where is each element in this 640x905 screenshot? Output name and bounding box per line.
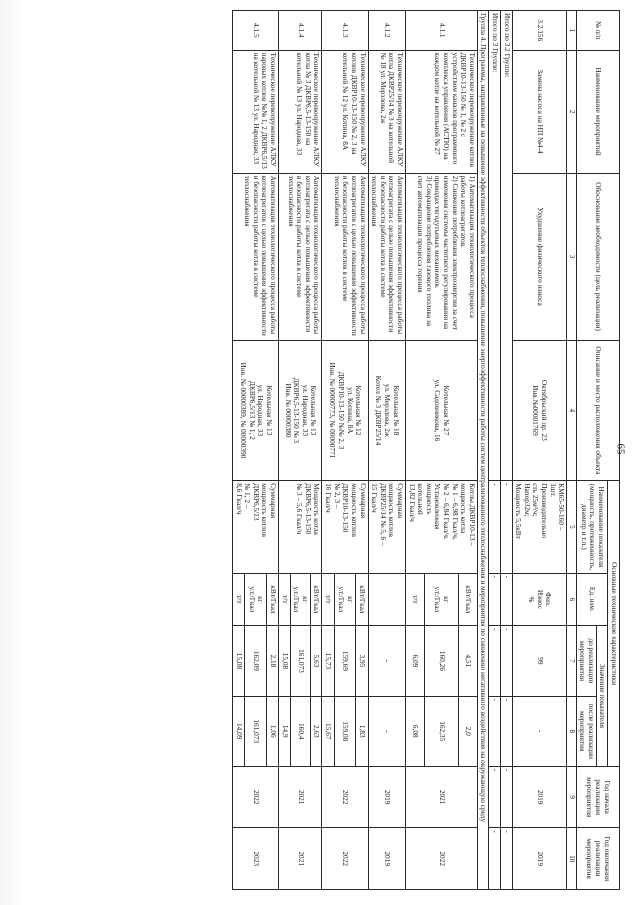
cell-after: 1,83 [356,696,368,766]
cell-before: - [368,626,405,696]
cell-unit: кг у.т./Гкал [290,573,310,626]
cell-no: 4.1.1 [405,11,477,51]
cell-name: Техническое перевооружение АЛКУ котла ДКВР25/14 № 3 на котельной № 18 ул. Мерзлова, 2ж [368,50,405,173]
cell-after: 2,0 [458,696,477,766]
cell-year-start: 2021 [405,766,477,828]
cell-year-end: 2022 [405,828,477,890]
header-year-start: Год начала реализации мероприятия [576,766,619,828]
cell-year-end: 2021 [279,828,322,890]
cell-indicator: Мощность котла ДКВР6,5-13-150 № 3 – 5,6 Гкал/ч [279,481,322,573]
cell-year-start: 2019 [512,766,567,828]
col-number: 2 [567,50,576,173]
cell-no: 4.1.5 [232,11,278,51]
cell-name: Техническое перевооружение АЛКУ паровых котлов №№ 1, 2 ДКВР6,5/13 на котельной № 13 ул. Народная, 33 [232,50,278,173]
header-location: Описание и место расположения объекта [576,340,619,481]
cell-before: 5,63 [310,626,322,696]
cell-after: 161,073 [245,696,266,766]
cell-unit: кг у.т./Гкал [425,573,458,626]
col-number: 9 [567,766,576,828]
total-value: - [501,481,513,573]
column-number-row [567,11,576,890]
cell-location: Октябрьский пр. 23 Инв.№00001769 [512,340,567,481]
cell-justification: 1) Автоматизация технологического процесса работы котлоагрегатов. 2) Снижение потребления электроэнергии за счет изменения системы частотного регулирования на приводах тягодутьевых механизмов. 3) Сокращение потребления газового топлива за счет автоматизации процесса горения [405,173,477,340]
cell-name: Замена насоса на НП №4-4 [512,50,567,173]
header-before: до реализации мероприятия [576,626,596,696]
table-row [310,11,322,890]
cell-unit [368,573,405,626]
cell-unit: кВт/Гкал [458,573,477,626]
cell-after: 14,9 [279,696,291,766]
cell-indicator: Суммарная мощность котлов ДКВР10-13-150 № 2, 3 – 16 Гкал/ч [322,481,368,573]
cell-unit: кг у.т./Гкал [245,573,266,626]
cell-justification: Автоматизация технологического процесса работы котлоагрегатов с целью повышения эффективности и безопасности работы котлов в системе теплоснабжения [322,173,368,340]
cell-indicator: Суммарная мощность котлов ДКВР6,5/13 № 1, 2 – 8,6 Гкал/ч [232,481,278,573]
cell-unit: кВт/Гкал [356,573,368,626]
total-value: - [489,573,501,626]
cell-before: 162,09 [245,626,266,696]
header-no: № п/п [576,11,619,51]
cell-no: 4.1.2 [368,11,405,51]
page-number: 65 [614,443,627,455]
cell-after: - [512,696,567,766]
cell-year-end: 2019 [512,828,567,890]
cell-no: 4.1.4 [279,11,322,51]
cell-location: Котельная № 13 ул. Народная, 33 ДКВР6,5/13 № 1, 2 Инв. № 00000389, № 00000390 [232,340,278,481]
cell-unit: т/т [322,573,334,626]
total-value: - [489,481,501,573]
cell-location: Котельная № 13 ул. Народная, 33 ДКВР6,5-13-150 № 3 Инв. № 00000380 [279,340,322,481]
col-number: 3 [567,173,576,340]
cell-after: 14,09 [232,696,244,766]
total-label: Итого по 3.2 Группе: [501,11,513,481]
cell-after: 15,67 [322,696,334,766]
cell-unit: т/т [232,573,244,626]
cell-indicator: КМ65-50-160 – 1шт. Производительно сть 25м³/ч; Напор32м; Мощность 5,5кВт [512,481,567,573]
table-row [368,11,405,890]
header-name: Наименование мероприятий [576,50,619,173]
total-value: - [501,626,513,696]
header-value: Значение показателя [596,626,608,767]
col-number: 1 [567,11,576,51]
cell-before: 160,26 [425,626,458,696]
col-number: 7 [567,626,576,696]
cell-justification: Автоматизация технологического процесса работы котлоагрегатов с целью повышения эффективности и безопасности работы котла в системе теплоснабжения [232,173,278,340]
total-row [489,11,501,890]
cell-before: 15,08 [232,626,244,696]
cell-after: - [368,696,405,766]
col-number: 8 [567,696,576,766]
header-justification: Обоснование необходимости (цель реализации) [576,173,619,340]
table-row [356,11,368,890]
cell-year-end: 2023 [232,828,278,890]
cell-justification: Автоматизация технологического процесса работы котлоагрегата с целью повышения эффективности и безопасности работы котла в системе теплоснабжения [368,173,405,340]
table-row [266,11,278,890]
cell-after: 162,35 [425,696,458,766]
cell-before: 6,09 [405,626,424,696]
col-number: 6 [567,573,576,626]
cell-no: 4.1.3 [322,11,368,51]
total-value: - [501,696,513,766]
cell-before: 161,073 [290,626,310,696]
cell-before: 2,18 [266,626,278,696]
cell-year-end: 2019 [368,828,405,890]
cell-before: 99 [512,626,567,696]
cell-before: 15,08 [279,626,291,696]
cell-unit: кВт/Гкал [266,573,278,626]
cell-year-end: 2022 [322,828,368,890]
cell-after: 2,63 [310,696,322,766]
cell-unit: т/т [405,573,424,626]
total-value: - [501,828,513,890]
cell-name: Техническое перевооружение АЛКУ котла № 3 ДКВР6,5-13-150 на котельной № 13 ул. Народная, 33 [279,50,322,173]
cell-name: Техническое перевооружение АЛКУ котлов ДКВР10-13-150 № 2, 3 на котельной № 12 ул. Копина, 8А [322,50,368,173]
total-value: - [489,828,501,890]
cell-before: 15,73 [322,626,334,696]
cell-before: 159,69 [334,626,355,696]
cell-location: Котельная № 12 ул. Копина, 8А ДКВР10-13-150 №№ 2, 3 Инв. № 00000773, № 00000771 [322,340,368,481]
cell-unit: кг у.т./Гкал [334,573,355,626]
group-title: Группа 4. Программы, направленные на повышение эффективности объектов теплоснабжения, повышение энергоэффективности работы систем централизованного теплоснабжения и мероприятия по снижению негативного воздействия на окружающую среду [477,11,489,890]
total-value: - [501,766,513,828]
table-row [458,11,477,890]
cell-after: 160,4 [290,696,310,766]
total-row [501,11,513,890]
header-after: после реализации мероприятия [576,696,596,766]
cell-after: 6,08 [405,696,424,766]
total-value: - [489,696,501,766]
cell-year-start: 2022 [232,766,278,828]
header-characteristics: Основные технические характеристики [608,481,620,767]
cell-before: 3,95 [356,626,368,696]
cell-indicator: Суммарная мощность котлов ДКВР25/14 № 5, 6 – 15 Гкал/ч [368,481,405,573]
group-title-row [477,11,489,890]
col-number: 4 [567,340,576,481]
cell-unit: т/т [279,573,291,626]
cell-unit: Физ. Износ % [512,573,567,626]
cell-justification: Автоматизация технологического процесса работы котлоагрегата с целью повышения эффективности и безопасности работы котла в системе теплоснабжения [279,173,322,340]
cell-name: Техническое перевооружение котлов ДКВР10-13-150 № 1, № 2 с устройством каналов программного комплекса управления (АСТЮ) на каждом котле на котельной № 27 [405,50,477,173]
col-number: 5 [567,481,576,573]
cell-justification: Ухудшение физического износа [512,173,567,340]
table-row [512,11,567,890]
cell-location: Котельная № 18 ул. Мерзлова, 2ж Котел № 3 ДКВР25/14 [368,340,405,481]
cell-before: 4,51 [458,626,477,696]
total-label: Итого по 3 Группе: [489,11,501,481]
col-number: 10 [567,828,576,890]
total-value: - [489,766,501,828]
cell-indicator: Котлы ДКВР10-13 – мощность котла № 1 – 6,98 Гкал/ч, № 2 – 6,84 Гкал/ч. Установленная мощность котельной 13,82 Гкал/ч [405,481,477,573]
cell-no: 3.2.156 [512,11,567,51]
total-value: - [489,626,501,696]
cell-unit: кВт/Гкал [310,573,322,626]
cell-year-start: 2021 [279,766,322,828]
total-value: - [501,573,513,626]
cell-year-start: 2022 [322,766,368,828]
cell-after: 1,06 [266,696,278,766]
cell-location: Котельная № 27 ул. Садовникова, 16 [405,340,477,481]
rotated-page [10,10,620,890]
header-indicator: Наименование показателя (мощность, протяженность, диаметр и т.п.) [576,481,608,573]
program-table [232,10,620,890]
cell-year-start: 2019 [368,766,405,828]
cell-after: 159,08 [334,696,355,766]
header-unit: Ед. изм. [576,573,608,626]
header-year-end: Год окончания реализации мероприятия [576,828,619,890]
